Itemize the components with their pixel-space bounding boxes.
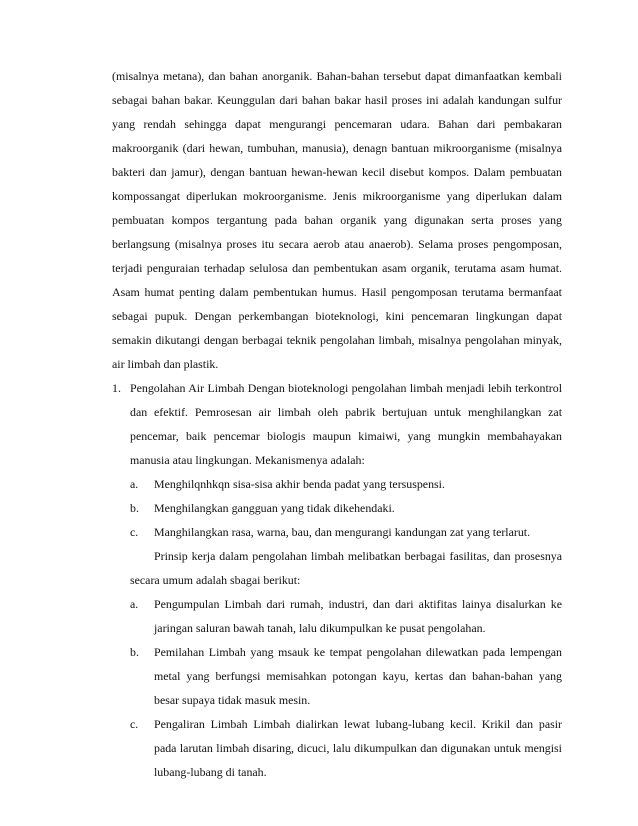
principle-paragraph: Prinsip kerja dalam pengolahan limbah melibatkan berbagai fasilitas, dan prosesnya secara umum adalah sbagai berikut: [130,549,562,587]
list-item-text: Menghilangkan gangguan yang tidak dikehendaki. [154,501,395,515]
list-item [130,472,562,496]
list-letter: c. [130,525,139,539]
list-item-text: Manghilangkan rasa, warna, bau, dan mengurangi kandungan zat yang terlarut. [154,525,531,539]
list-letter: a. [130,597,139,611]
list-item-text: Pengaliran Limbah Limbah dialirkan lewat lubang-lubang kecil. Krikil dan pasir pada larutan limbah disaring, dicuci, lalu dikumpulkan dan digunakan untuk mengisi lubang-lubang di tanah. [154,717,562,779]
list-item [130,496,562,520]
item-1-text: Pengolahan Air Limbah Dengan bioteknologi pengolahan limbah menjadi lebih terkontrol dan efektif. Pemrosesan air limbah oleh pabrik bertujuan untuk menghilangkan zat pencemar, baik pencemar biologis maupun kimaiwi, yang mungkin membahayakan manusia atau lingkungan. Mekanismenya adalah: [130,381,562,467]
document-page [112,64,562,784]
item-number: 1. [112,381,121,395]
list-letter: a. [130,477,139,491]
list-letter: b. [130,501,139,515]
numbered-item-1 [112,376,562,472]
list-item-text: Pemilahan Limbah yang msauk ke tempat pengolahan dilewatkan pada lempengan metal yang berfungsi memisahkan potongan kayu, kertas dan bahan-bahan yang besar supaya tidak masuk mesin. [154,645,562,707]
list-item-text: Pengumpulan Limbah dari rumah, industri, dan dari aktifitas lainya disalurkan ke jaringan saluran bawah tanah, lalu dikumpulkan ke pusat pengolahan. [154,597,562,635]
list-item [130,640,562,712]
list-item [130,520,562,544]
list-letter: c. [130,717,139,731]
list-item [130,712,562,784]
list-item [130,592,562,640]
intro-paragraph: (misalnya metana), dan bahan anorganik. Bahan-bahan tersebut dapat dimanfaatkan kembali sebagai bahan bakar. Keunggulan dari bahan bakar hasil proses ini adalah kandungan sulfur yang rendah sehingga dapat mengurangi pencemaran udara. Bahan dari pembakaran makroorganik (dari hewan, tumbuhan, manusia), denagn bantuan mikroorganisme (misalnya bakteri dan jamur), dengan bantuan hewan-hewan kecil disebut kompos. Dalam pembuatan kompossangat diperlukan mokroorganisme. Jenis mikroorganisme yang diperlukan dalam pembuatan kompos tergantung pada bahan organik yang digunakan serta proses yang berlangsung (misalnya proses itu secara aerob atau anaerob). Selama proses pengomposan, terjadi penguraian terhadap selulosa dan pembentukan asam organik, terutama asam humat. Asam humat penting dalam pembentukan humus. Hasil pengomposan terutama bermanfaat sebagai pupuk. Dengan perkembangan bioteknologi, kini pencemaran lingkungan dapat semakin dikutangi dengan berbagai teknik pengolahan limbah, misalnya pengolahan minyak, air limbah dan plastik. [112,69,562,371]
list-letter: b. [130,645,139,659]
list-item-text: Menghilqnhkqn sisa-sisa akhir benda padat yang tersuspensi. [154,477,445,491]
